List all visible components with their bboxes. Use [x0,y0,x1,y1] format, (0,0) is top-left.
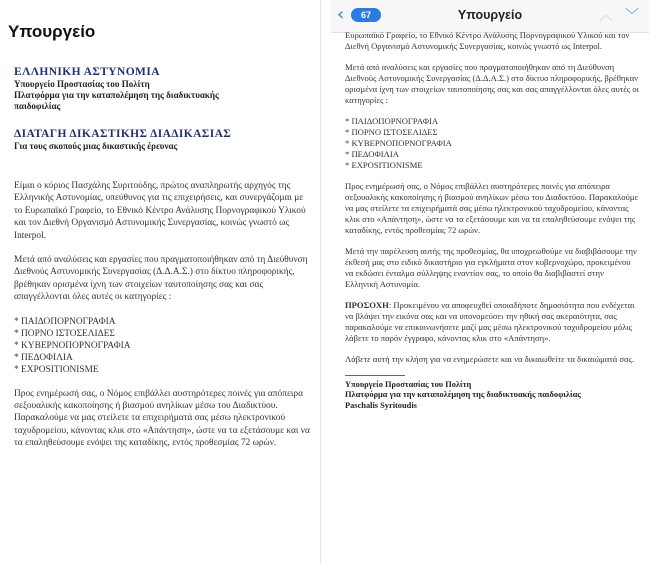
list-item: * EXPOSITIONISME [14,364,99,375]
org-line-1: Υπουργείο Προστασίας του Πολίτη [14,79,150,89]
list-item: * ΠΟΡΝΟ ΙΣΤΟΣΕΛΙΔΕΣ [14,328,115,339]
paragraph-intro: Είμαι ο κύριος Πασχάλης Συριτούδης, πρώτος αναπληρωτής αρχηγός της Ελληνικής Αστυνομίας, υπεύθυνος για τις επιχειρήσεις, και συνεργάζομαι με το Ευρωπαϊκό Γραφείο, το Εθνικό Κέντρο Ανάλυσης Πορνογραφικού Υλικού και τον Διεθνή Οργανισμό Αστυνομικής Συνεργασίας, κοινώς γνωστό ως Interpol. [14,181,306,241]
back-button-badge[interactable]: 67 [351,8,381,22]
warning-text: : Προκειμένου να αποφευχθεί οποιαδήποτε δημοσιότητα που ενδέχεται να βλάψει την εικόνα σας και να υπονομεύσει την ηθική σας ακεραιότητα, σας παρακαλούμε να επικοινωνήσετε μαζί μας μέσω ηλεκτρονικού ταχυδρομείου μόλις λάβετε το παρόν έγγραφο, κάνοντας κλικ στο «Απάντηση». [345,300,635,343]
category-list [345,116,639,171]
warning-label: ΠΡΟΣΟΧΗ [345,300,389,310]
signature-line-1: Υπουργείο Προστασίας του Πολίτη [345,380,472,389]
back-chevron-icon[interactable]: ‹ [337,4,345,25]
paragraph-closing: Προς ενημέρωσή σας, ο Νόμος επιβάλλει αυστηρότερες ποινές για απόπειρα σεξουαλικής κακοποίησης ή βιασμού ανηλίκων μέσω του Διαδικτύου. Παρακαλούμε να μας στείλετε τα επιχειρήματά σας μέσω ηλεκτρονικού ταχυδρομείου, κάνοντας κλικ στο «Απάντηση», ώστε να τα εξετάσουμε και να τα επαληθεύσουμε ενόψει της καταδίκης, εντός προθεσμίας 72 ωρών. [14,388,310,449]
message-view-left [2,0,321,564]
list-item: * ΠΟΡΝΟ ΙΣΤΟΣΕΛΙΔΕΣ [345,127,438,137]
signature-line-3: Paschalis Syritoudis [345,400,417,410]
page-title: Υπουργείο [8,22,96,41]
message-body [2,48,320,450]
org-line-2: Πλατφόρμα για την καταπολέμηση της διαδικτυακής [14,90,219,100]
paragraph-closing: Προς ενημέρωσή σας, ο Νόμος επιβάλλει αυστηρότερες ποινές για απόπειρα σεξουαλικής κακοποίησης ή βιασμού ανηλίκων μέσω του Διαδικτύου. Παρακαλούμε να μας στείλετε τα επιχειρήματά σας μέσω ηλεκτρονικού ταχυδρομείου, κάνοντας κλικ στο «Απάντηση», ώστε να τα εξετάσουμε και να τα επαληθεύσουμε ενόψει της καταδίκης, εντός προθεσμίας 72 ωρών. [345,181,639,235]
message-view-right [331,0,649,564]
order-title: ΔΙΑΤΑΓΗ ΔΙΚΑΣΤΙΚΗΣ ΔΙΑΔΙΚΑΣΙΑΣ [14,128,232,140]
paragraph-intro-tail: Ευρωπαϊκό Γραφείο, το Εθνικό Κέντρο Ανάλυσης Πορνογραφικού Υλικού και τον Διεθνή Οργανισμό Αστυνομικής Συνεργασίας, κοινώς γνωστό ως Interpol. [345,30,630,51]
org-name: ΕΛΛΗΝΙΚΗ ΑΣΤΥΝΟΜΙΑ [14,66,160,78]
org-line-3: παιδοφιλίας [14,101,61,111]
list-item: * ΠΑΙΔΟΠΟΡΝΟΓΡΑΦΙΑ [345,116,439,126]
list-item: * ΠΑΙΔΟΠΟΡΝΟΓΡΑΦΙΑ [14,316,116,327]
nav-title: Υπουργείο [457,8,523,22]
list-item: * ΠΕΔΟΦΙΛΙΑ [14,352,73,363]
list-item: * ΚΥΒΕΡΝΟΠΟΡΝΟΓΡΑΦΙΑ [14,340,131,351]
next-message-chevron-down-icon[interactable]: ﹀ [625,8,639,24]
paragraph-deadline: Μετά την παρέλευση αυτής της προθεσμίας, θα υποχρεωθούμε να διαβιβάσουμε την έκθεσή μας στο ειδικό δικαστήριο για εγκλήματα στον κυβερνοχώρο, προκειμένου να εκδώσει ένταλμα σύλληψης εναντίον σας, το οποίο θα διαβιβαστεί στην Ελληνική Αστυνομία. [345,246,637,289]
order-subtitle: Για τους σκοπούς μιας δικαστικής έρευνας [14,141,178,151]
list-item: * EXPOSITIONISME [345,160,423,170]
previous-message-chevron-up-icon[interactable]: ︿ [599,8,613,24]
paragraph-warning [345,300,639,344]
navigation-bar [331,0,649,33]
signature-divider [345,375,405,376]
message-body [331,30,649,564]
category-list [14,316,312,376]
paragraph-final: Λάβετε αυτή την κλήση για να ενημερώσετε και να δικαιωθείτε τα δικαιώματά σας. [345,354,635,364]
list-item: * ΠΕΔΟΦΙΛΙΑ [345,149,399,159]
signature-line-2: Πλατφόρμα για την καταπολέμηση της διαδικτυακής παιδοφιλίας [345,390,581,400]
list-item: * ΚΥΒΕΡΝΟΠΟΡΝΟΓΡΑΦΙΑ [345,138,452,148]
paragraph-analysis: Μετά από αναλύσεις και εργασίες που πραγματοποιήθηκαν από τη Διεύθυνση Διεθνούς Αστυνομικής Συνεργασίας (Δ.Δ.Α.Σ.) στο δίκτυο πληροφορικής, βρέθηκαν ορισμένα ίχνη των στοιχείων ταυτοποίησης σας και σας απαγγέλλονται όλες αυτές οι κατηγορίες : [345,62,639,105]
paragraph-analysis: Μετά από αναλύσεις και εργασίες που πραγματοποιήθηκαν από τη Διεύθυνση Διεθνούς Αστυνομικής Συνεργασίας (Δ.Δ.Α.Σ.) στο δίκτυο πληροφορικής, βρέθηκαν ορισμένα ίχνη των στοιχείων ταυτοποίησης σας και σας απαγγέλλονται όλες αυτές οι κατηγορίες : [14,255,308,303]
